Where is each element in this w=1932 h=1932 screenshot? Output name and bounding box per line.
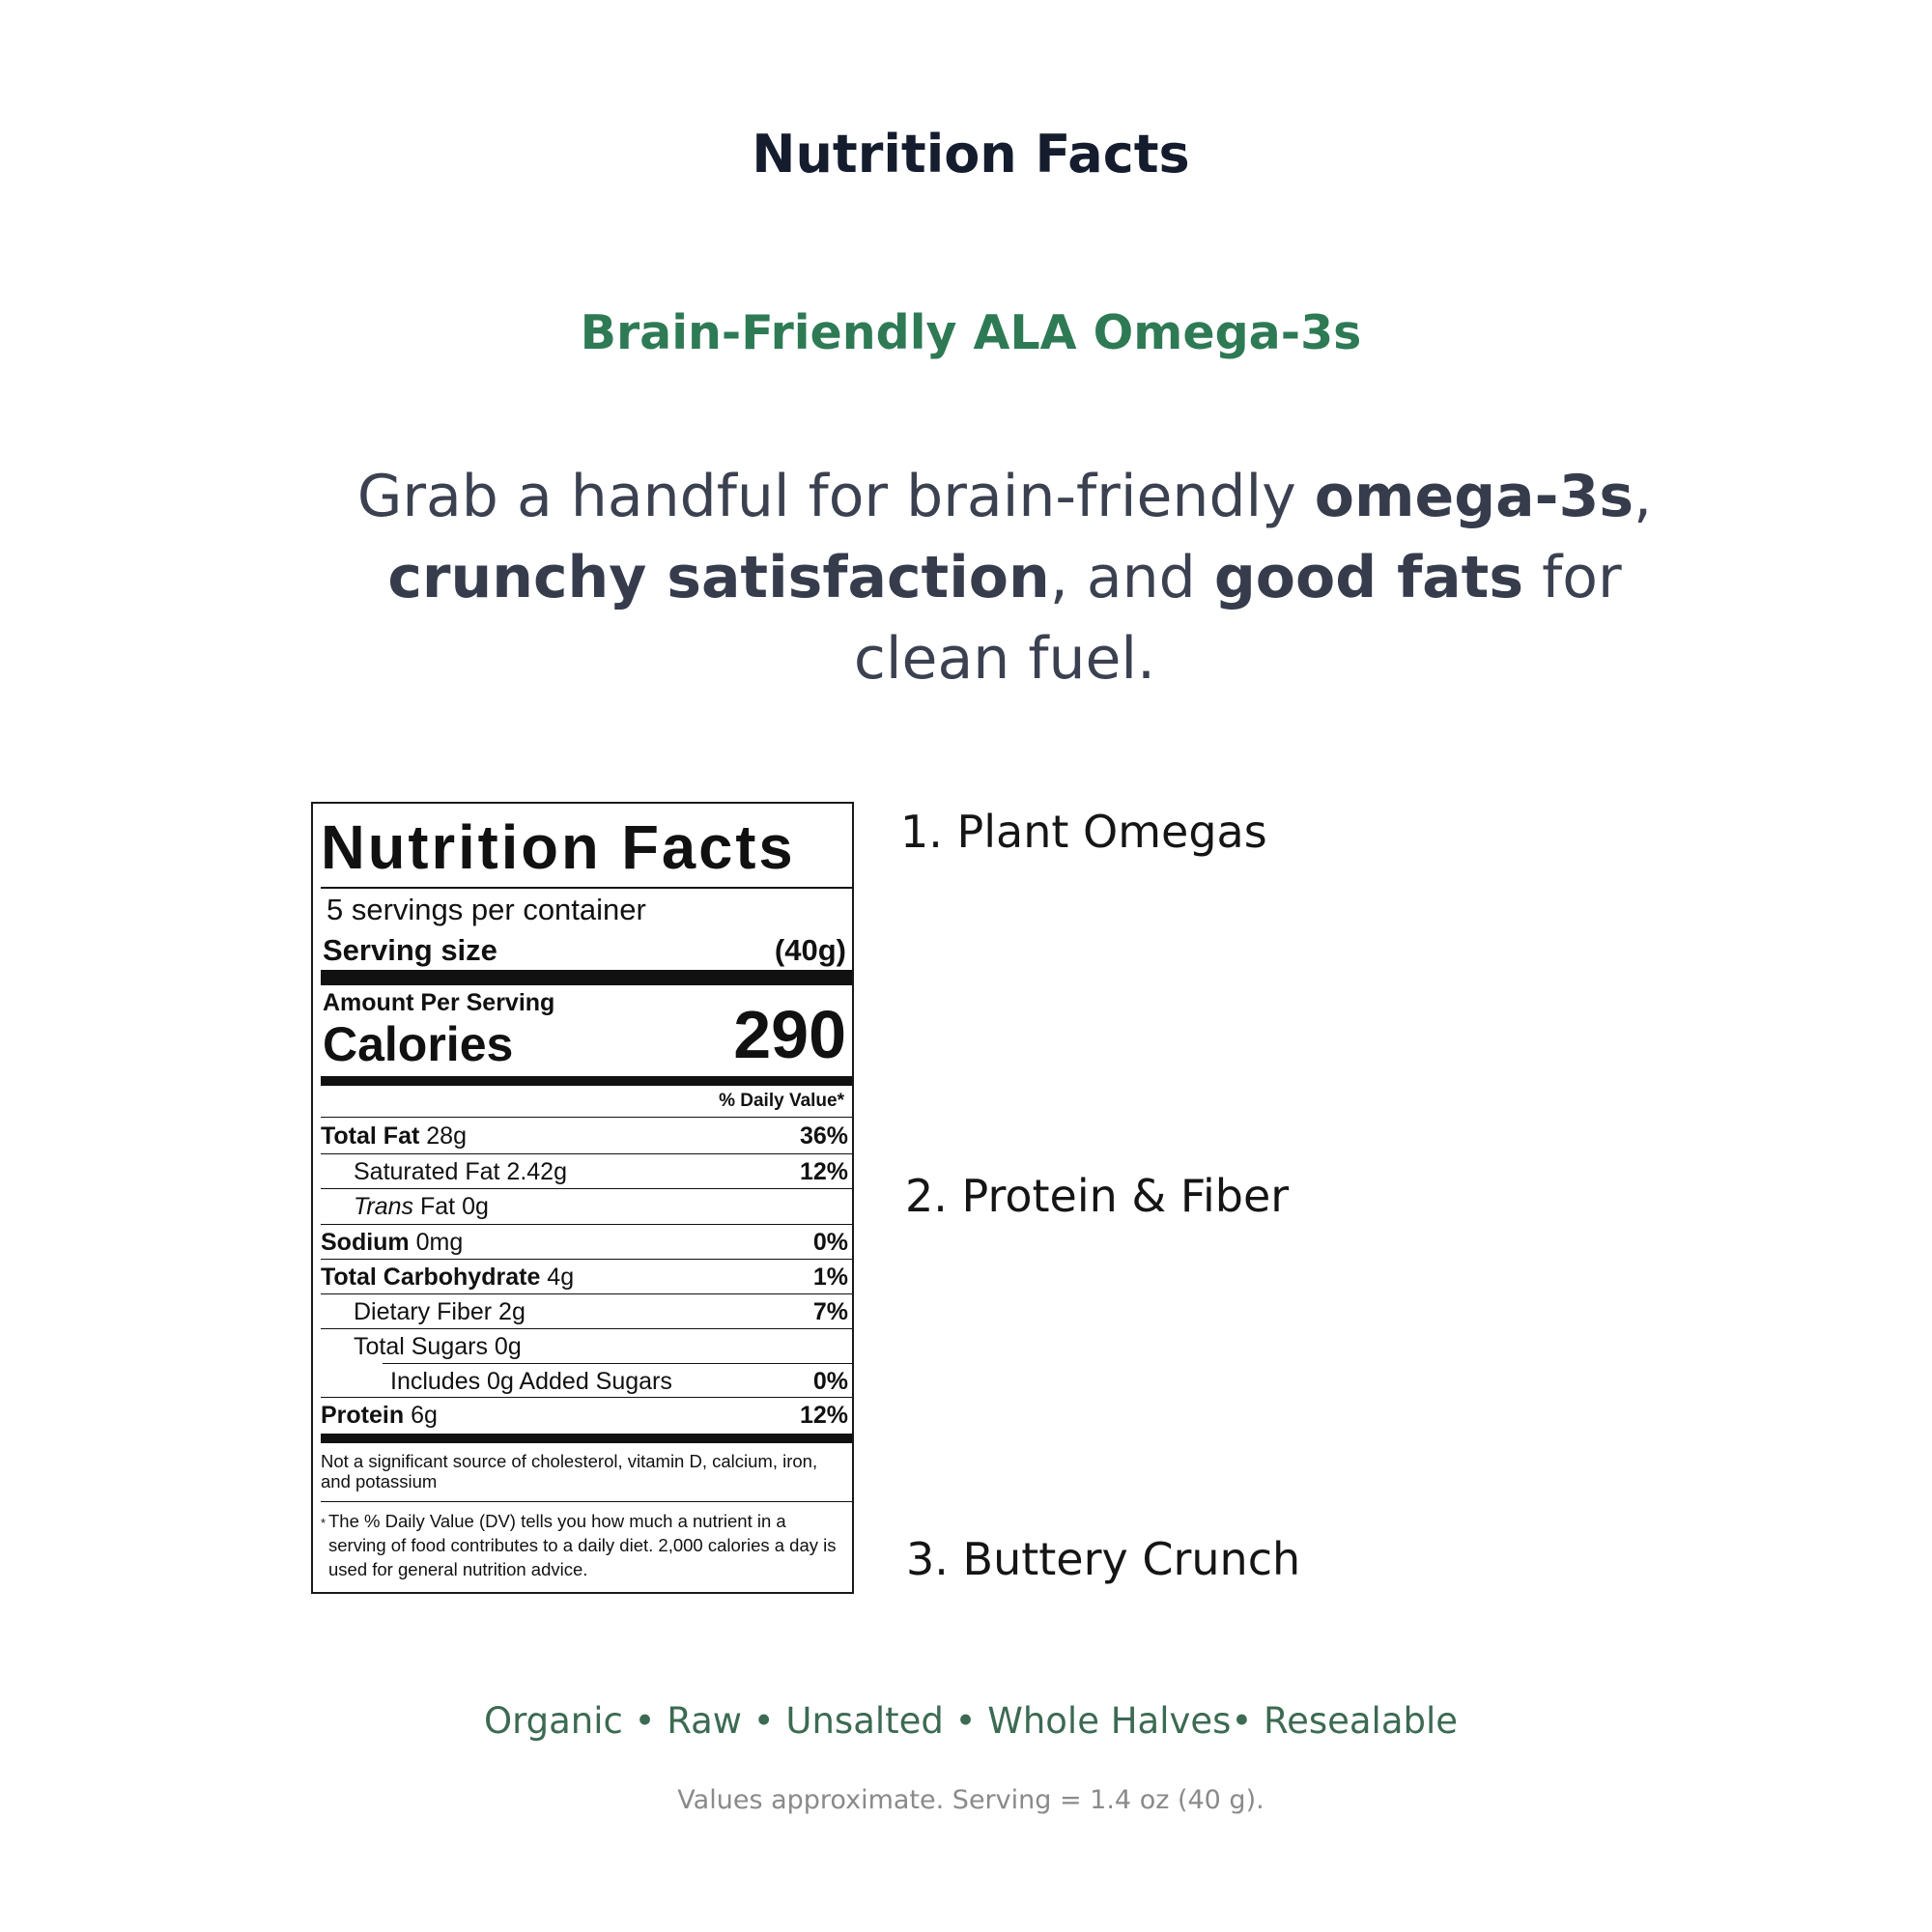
nutrient-dv: 1% — [812, 1264, 848, 1291]
page-subtitle: Brain-Friendly ALA Omega-3s — [580, 305, 1362, 360]
feature-item-protein-fiber: 2. Protein & Fiber — [905, 1170, 1290, 1222]
nutrient-row-sodium — [321, 1225, 848, 1260]
nutrient-dv: 0% — [812, 1229, 848, 1256]
nutrient-row-total-fat — [321, 1119, 848, 1153]
nutrient-dv: 12% — [799, 1402, 848, 1429]
nutrient-name: Total Fat — [321, 1122, 420, 1150]
nutrient-name: Total Carbohydrate — [321, 1264, 541, 1291]
tagline — [328, 456, 1681, 699]
nutrient-dv: 12% — [799, 1158, 848, 1185]
disclaimer-note: Values approximate. Serving = 1.4 oz (40 g). — [677, 1785, 1264, 1815]
tagline-bold-3: good fats — [1213, 544, 1524, 611]
nutrient-name: Fat 0g — [413, 1193, 489, 1220]
nutrient-name: Total Sugars 0g — [354, 1333, 522, 1360]
thick-divider — [321, 970, 852, 985]
daily-value-header: % Daily Value* — [719, 1091, 844, 1111]
nutrient-row-added-sugars — [321, 1364, 848, 1399]
amount-per-serving: Amount Per Serving — [323, 989, 555, 1016]
nutrient-row-total-sugars — [321, 1329, 848, 1364]
nutrient-amount: 28g — [419, 1122, 467, 1150]
nutrient-dv: 0% — [812, 1368, 848, 1395]
label-title: Nutrition Facts — [321, 812, 796, 882]
nutrient-dv: 7% — [812, 1298, 848, 1325]
nutrient-row-total-carbohydrate — [321, 1260, 848, 1294]
serving-size-label: Serving size — [323, 933, 497, 967]
tagline-bold-2: crunchy satisfaction — [387, 544, 1050, 611]
page-title: Nutrition Facts — [752, 124, 1190, 185]
nutrient-name: Saturated Fat 2.42g — [354, 1158, 567, 1185]
calories-value: 290 — [733, 997, 846, 1072]
nutrient-name: Dietary Fiber 2g — [354, 1298, 526, 1325]
divider — [321, 1117, 852, 1118]
tagline-text-3: , and — [1049, 544, 1214, 611]
tagline-text-2: , — [1634, 463, 1653, 530]
nutrition-label — [311, 802, 854, 1594]
nutrient-amount: 6g — [404, 1402, 438, 1429]
medium-divider — [321, 1076, 852, 1086]
tagline-text-5: clean fuel. — [853, 625, 1156, 693]
nutrient-name: Includes 0g Added Sugars — [390, 1368, 672, 1395]
footnote-nutrients: Not a significant source of cholesterol, vitamin D, calcium, iron, and potassium — [321, 1451, 818, 1492]
nutrient-amount: 0mg — [409, 1229, 464, 1256]
serving-size-value: (40g) — [774, 933, 846, 967]
nutrient-amount: 4g — [540, 1264, 575, 1291]
product-badges: Organic • Raw • Unsalted • Whole Halves• Resealable — [483, 1700, 1459, 1742]
footnote-daily-value: The % Daily Value (DV) tells you how much a nutrient in a serving of food contributes to a daily diet. 2,000 calories a day is used for general nutrition advice. — [328, 1511, 837, 1579]
nutrient-row-trans-fat — [321, 1189, 848, 1224]
footnote-star: * — [321, 1516, 327, 1530]
nutrient-row-protein — [321, 1398, 848, 1433]
nutrient-row-dietary-fiber — [321, 1294, 848, 1329]
tagline-bold-1: omega-3s — [1314, 463, 1634, 530]
divider — [321, 1501, 852, 1502]
feature-item-plant-omegas: 1. Plant Omegas — [900, 806, 1267, 858]
servings-per-container: 5 servings per container — [327, 893, 646, 926]
nutrient-dv: 36% — [799, 1122, 848, 1150]
nutrient-name-italic: Trans — [354, 1193, 414, 1220]
tagline-text-4: for — [1523, 544, 1622, 611]
tagline-text-1: Grab a handful for brain-friendly — [356, 463, 1315, 530]
medium-divider — [321, 1434, 852, 1443]
calories-label: Calories — [323, 1017, 514, 1071]
feature-item-buttery-crunch: 3. Buttery Crunch — [906, 1533, 1301, 1585]
nutrient-row-saturated-fat — [321, 1154, 848, 1189]
nutrient-name: Sodium — [321, 1229, 410, 1256]
nutrient-name: Protein — [321, 1402, 405, 1429]
